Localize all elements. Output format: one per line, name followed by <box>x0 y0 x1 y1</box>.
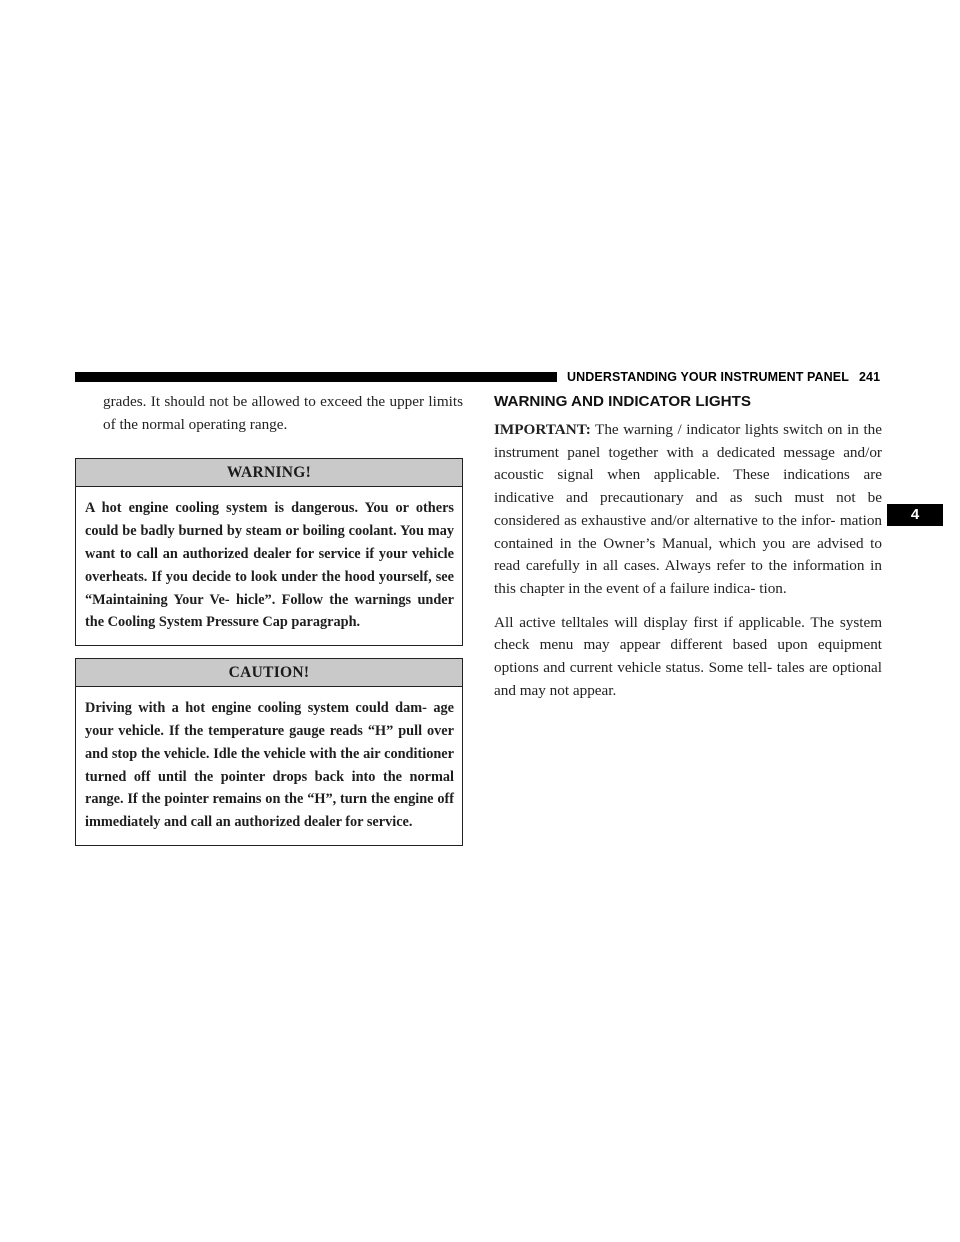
paragraph-line: information in this chapter in the event of a failure indica- <box>494 557 882 597</box>
intro-line: limits of the normal operating range. <box>103 393 463 433</box>
paragraph-line: tales are optional and may not appear. <box>494 659 882 699</box>
caution-line: air conditioner turned off until the pointer drops back <box>85 745 454 785</box>
section-heading: WARNING AND INDICATOR LIGHTS <box>494 393 752 410</box>
warning-box <box>75 458 463 646</box>
caution-line: authorized dealer for service. <box>234 814 413 831</box>
important-paragraph <box>494 419 882 601</box>
warning-line: A hot engine cooling system is dangerous. You or <box>85 500 409 517</box>
warning-line: coolant. You may want to call an authorized dealer for <box>85 523 454 562</box>
running-header <box>567 370 880 384</box>
warning-line: others could be badly burned by steam or boiling <box>85 500 454 540</box>
warning-text <box>76 487 462 645</box>
caution-line: Driving with a hot engine cooling system could dam- <box>85 700 427 717</box>
warning-line: Pressure Cap paragraph. <box>206 614 361 631</box>
paragraph-line: All active telltales will display first if applicable. The <box>494 613 835 631</box>
caution-text <box>76 687 462 845</box>
paragraph-line: system check menu may appear different based upon <box>494 613 883 654</box>
left-column <box>75 391 463 846</box>
page-number: 241 <box>858 370 881 384</box>
caution-title: CAUTION! <box>76 659 462 687</box>
paragraph-line: advised to read carefully in all cases. Always refer to the <box>494 534 882 575</box>
header-rule <box>75 372 557 382</box>
chapter-tab: 4 <box>887 504 943 526</box>
paragraph-line: equipment options and current vehicle status. Some tell- <box>494 636 883 677</box>
caution-line: pull over and stop the vehicle. Idle the vehicle with the <box>85 722 454 762</box>
running-header-title: UNDERSTANDING YOUR INSTRUMENT PANEL <box>567 370 849 384</box>
caution-line: into the normal range. If the pointer remains on the <box>85 768 455 808</box>
caution-box <box>75 658 463 846</box>
paragraph-line: considered as exhaustive and/or alternative to the infor- <box>494 511 836 529</box>
telltales-paragraph <box>494 612 882 703</box>
warning-line: under the hood yourself, see “Maintaining Your Ve- <box>85 568 454 608</box>
important-label: IMPORTANT: <box>494 421 591 438</box>
caution-line: “H”, turn the engine off immediately and call an <box>85 791 455 831</box>
paragraph-line: and/or acoustic signal when applicable. These indications <box>494 443 882 484</box>
warning-title: WARNING! <box>76 459 462 487</box>
paragraph-line: the instrument panel together with a dedicated message <box>494 421 883 461</box>
intro-line: grades. It should not be allowed to exceed the upper <box>103 393 425 410</box>
right-column <box>494 391 882 702</box>
paragraph-line: are indicative and precautionary and as such must not be <box>494 466 883 507</box>
intro-paragraph <box>75 391 463 436</box>
paragraph-line: mation contained in the Owner’s Manual, which you are <box>494 511 883 552</box>
caution-line: age your vehicle. If the temperature gauge reads “H” <box>85 700 454 739</box>
warning-line: service if your vehicle overheats. If you decide to look <box>85 546 454 585</box>
paragraph-line: tion. <box>759 579 787 597</box>
warning-line: hicle”. Follow the warnings under the Cooling System <box>85 591 454 631</box>
paragraph-line: The warning / indicator lights switch on in <box>590 421 859 438</box>
